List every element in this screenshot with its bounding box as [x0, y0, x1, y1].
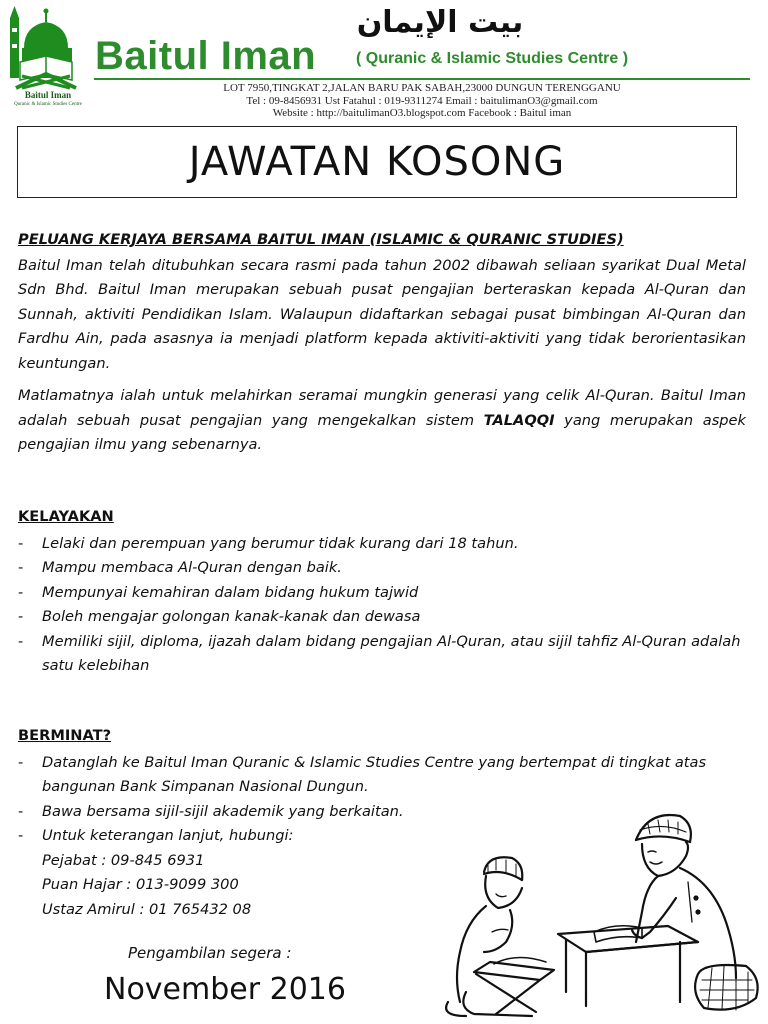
talaqqi-emphasis: TALAQQI	[483, 411, 555, 429]
intro-section	[18, 228, 746, 458]
header-divider	[94, 78, 750, 80]
phone-line: Tel : 09-8456931 Ust Fatahul : 019-9311274 Email : baitulimanO3@gmail.com	[246, 95, 598, 107]
para2-text-b: yang merupakan aspek pengajian ilmu yang sebenarnya.	[18, 411, 746, 453]
kelayakan-list	[18, 532, 746, 679]
contact-office: Pejabat : 09-845 6931	[42, 851, 205, 869]
intro-heading: PELUANG KERJAYA BERSAMA BAITUL IMAN (ISLAMIC & QURANIC STUDIES)	[18, 231, 624, 248]
intake-date: November 2016	[104, 972, 346, 1007]
list-item: - Memiliki sijil, diploma, ijazah dalam bidang pengajian Al-Quran, atau sijil tahfiz Al-Quran adalah satu kelebihan	[18, 630, 746, 679]
page-title: JAWATAN KOSONG	[188, 139, 566, 185]
para2-text-a: Matlamatnya ialah untuk melahirkan seramai mungkin generasi yang celik Al-Quran. Baitul Iman adalah sebuah pusat pengajian yang mengekalkan sistem	[18, 387, 746, 429]
arabic-title-text: بيت الإيمان	[356, 5, 524, 38]
mosque-logo-icon	[6, 4, 90, 90]
list-item: - Datanglah ke Baitul Iman Quranic & Islamic Studies Centre yang bertempat di tingkat atas bangunan Bank Simpanan Nasional Dungun.	[18, 751, 746, 800]
logo-subcaption: Quranic & Islamic Studies Centre	[14, 102, 82, 107]
list-item: - Bawa bersama sijil-sijil akademik yang berkaitan.	[18, 800, 746, 825]
kelayakan-heading: KELAYAKAN	[18, 508, 114, 525]
contact-ustaz-amirul: Ustaz Amirul : 01 765432 08	[42, 900, 252, 918]
arabic-calligraphy-title	[130, 2, 750, 38]
title-box	[17, 126, 737, 198]
berminat-heading: BERMINAT?	[18, 727, 112, 744]
letterhead	[0, 0, 768, 124]
brand-name: Baitul Iman	[95, 34, 317, 78]
intro-paragraph-1: Baitul Iman telah ditubuhkan secara rasmi pada tahun 2002 dibawah seliaan syarikat Dual Metal Sdn Bhd. Baitul Iman merupakan sebuah pusat pengajian berteraskan kepada Al-Quran dan Sunnah, aktiviti Pendidikan Islam. Walaupun didaftarkan sebagai pusat bimbingan Al-Quran dan Fardhu Ain, pada asasnya ia menjadi platform kepada aktiviti-aktiviti yang tidak berorientasikan keuntungan.	[18, 256, 746, 372]
teacher-student-quran-illustration	[436, 802, 762, 1018]
list-item: - Lelaki dan perempuan yang berumur tidak kurang dari 18 tahun.	[18, 532, 746, 557]
website-line: Website : http://baitulimanO3.blogspot.com Facebook : Baitul iman	[272, 107, 572, 119]
list-item: - Mempunyai kemahiran dalam bidang hukum tajwid	[18, 581, 746, 606]
address-line: LOT 7950,TINGKAT 2,JALAN BARU PAK SABAH,23000 DUNGUN TERENGGANU	[223, 82, 621, 94]
baitul-iman-logo	[6, 4, 90, 116]
contact-puan-hajar: Puan Hajar : 013-9099 300	[42, 876, 239, 893]
intro-paragraph-2	[18, 384, 746, 458]
kelayakan-section	[18, 505, 746, 679]
list-item: - Boleh mengajar golongan kanak-kanak dan dewasa	[18, 605, 746, 630]
list-item: - Mampu membaca Al-Quran dengan baik.	[18, 556, 746, 581]
logo-caption: Baitul Iman	[24, 90, 72, 100]
brand-subtitle: ( Quranic & Islamic Studies Centre )	[356, 50, 629, 67]
intake-label: Pengambilan segera :	[128, 944, 292, 962]
list-item: - Untuk keterangan lanjut, hubungi:	[18, 824, 746, 849]
